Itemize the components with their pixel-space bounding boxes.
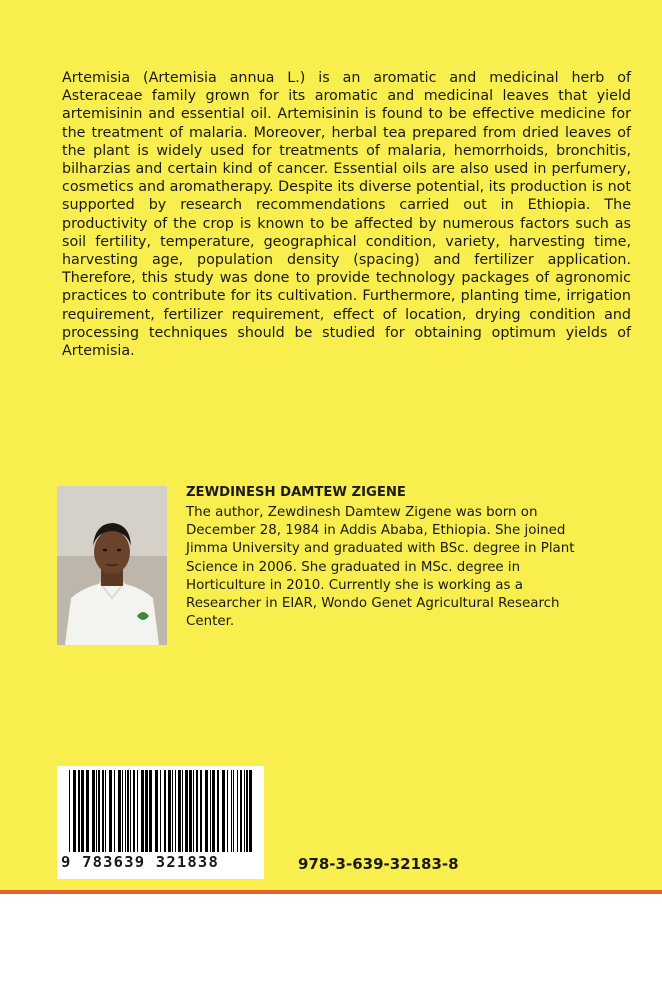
author-bio: The author, Zewdinesh Damtew Zigene was born on December 28, 1984 in Addis Ababa, Ethiopia. She joined Jimma University and graduated with BSc. degree in Plant Science in 2006. She graduated in MSc. degree in Horticulture in 2010. Currently she is working as a Researcher in EIAR, Wondo Genet Agricultural Research Center.: [186, 505, 575, 630]
author-name: ZEWDINESH DAMTEW ZIGENE: [186, 485, 406, 500]
barcode-digits: 9 783639 321838: [61, 853, 219, 871]
book-blurb: Artemisia (Artemisia annua L.) is an aromatic and medicinal herb of Asteraceae family grown for its aromatic and medicinal leaves that yield artemisinin and essential oil. Artemisinin is found to be effective medicine for the treatment of malaria. Moreover, herbal tea prepared from dried leaves of the plant is widely used for treatments of malaria, hemorrhoids, bronchitis, bilharzias and certain kind of cancer. Essential oils are also used in perfumery, cosmetics and aromatherapy. Despite its diverse potential, its production is not supported by research recommendations carried out in Ethiopia. The productivity of the crop is known to be affected by numerous factors such as soil fertility, temperature, geographical condition, variety, harvesting time, harvesting age, population density (spacing) and fertilizer application. Therefore, this study was done to provide technology packages of agronomic practices to contribute for its cultivation. Furthermore, planting time, irrigation requirement, fertilizer requirement, effect of location, drying condition and processing techniques should be studied for obtaining optimum yields of Artemisia.: [62, 70, 631, 360]
orange-stripe: [0, 890, 662, 894]
author-photo: [57, 486, 167, 645]
barcode-bars: [65, 770, 257, 852]
isbn-number: 978-3-639-32183-8: [298, 855, 459, 873]
barcode: [57, 766, 264, 879]
